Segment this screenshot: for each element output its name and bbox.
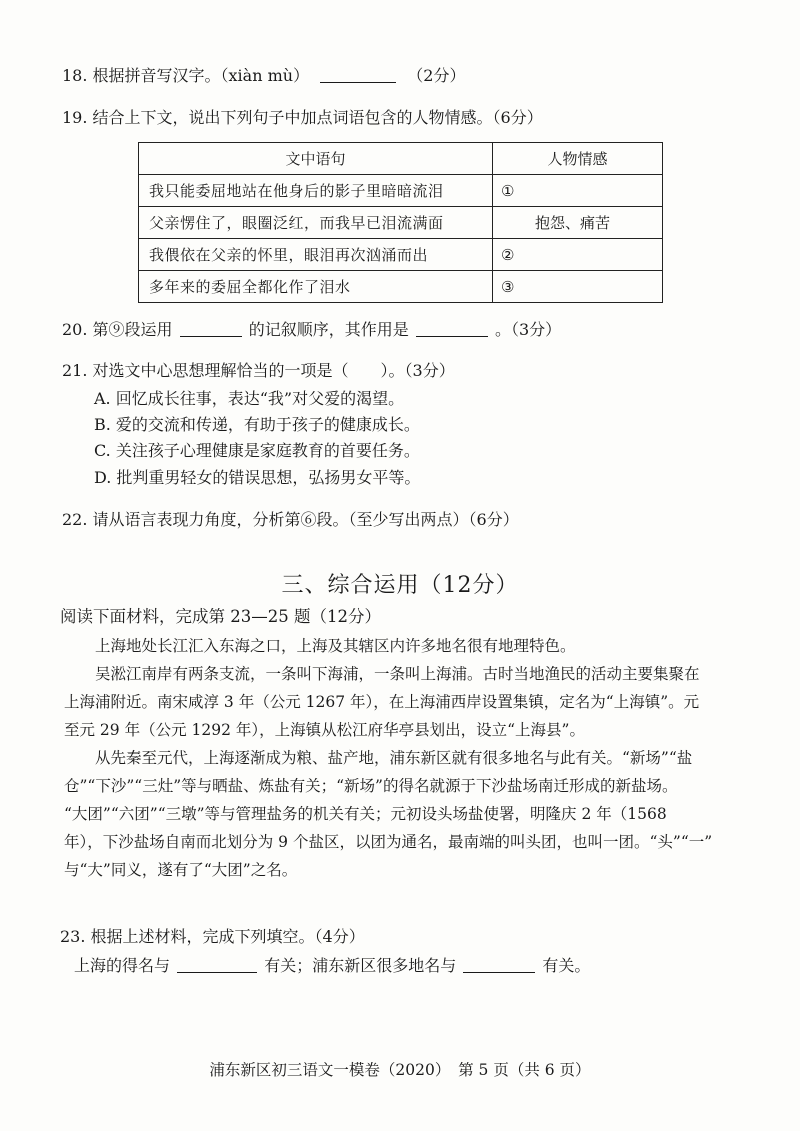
emotion-table [138, 142, 663, 303]
material-line: 仓”“下沙”“三灶”等与晒盐、炼盐有关；“新场”的得名就源于下沙盐场南迁形成的新盐场。 [64, 777, 678, 795]
table-header-row [139, 143, 663, 175]
material-line: 上海地处长江汇入东海之口，上海及其辖区内许多地名很有地理特色。 [64, 637, 576, 655]
sentence-cell: 我偎依在父亲的怀里，眼泪再次汹涌而出 [139, 239, 493, 271]
emotion-cell[interactable]: ① [493, 175, 663, 207]
table-row [139, 271, 663, 303]
material-line: 年），下沙盐场自南而北划分为 9 个盐区，以团为通名，最南端的叫头团，也叫一团。“头”“一” [64, 833, 713, 851]
material-line: 上海浦附近。南宋咸淳 3 年（公元 1267 年），在上海浦西岸设置集镇，定名为“上海镇”。元 [64, 693, 700, 711]
sentence-cell: 多年来的委屈全都化作了泪水 [139, 271, 493, 303]
question-23-part1: 上海的得名与 [74, 956, 171, 975]
question-19: 19. 结合上下文，说出下列句子中加点词语包含的人物情感。（6分） [62, 108, 543, 127]
question-20 [62, 320, 561, 340]
option-a[interactable]: A. 回忆成长往事，表达“我”对父爱的渴望。 [94, 389, 405, 408]
question-20-part3: 。（3分） [494, 320, 562, 339]
question-20-part1: 20. 第⑨段运用 [62, 320, 173, 339]
answer-blank-20a[interactable] [180, 320, 242, 337]
question-23-part2: 有关；浦东新区很多地名与 [264, 956, 457, 975]
material-line: 从先秦至元代，上海逐渐成为粮、盐产地，浦东新区就有很多地名与此有关。“新场”“盐 [64, 749, 693, 767]
question-18 [62, 66, 465, 86]
section-instruction: 阅读下面材料，完成第 23—25 题（12分） [60, 607, 381, 626]
table-header-emotion: 人物情感 [493, 143, 663, 175]
table-row [139, 239, 663, 271]
question-18-score: （2分） [407, 66, 466, 85]
emotion-cell: 抱怨、痛苦 [493, 207, 663, 239]
answer-blank-20b[interactable] [416, 320, 488, 337]
question-20-part2: 的记叙顺序，其作用是 [248, 320, 409, 339]
question-23-part3: 有关。 [542, 956, 591, 975]
question-23-fill [74, 956, 590, 976]
option-d[interactable]: D. 批判重男轻女的错误思想，弘扬男女平等。 [94, 468, 421, 487]
question-22: 22. 请从语言表现力角度，分析第⑥段。（至少写出两点）（6分） [62, 510, 519, 529]
option-b[interactable]: B. 爱的交流和传递，有助于孩子的健康成长。 [94, 415, 420, 434]
emotion-cell[interactable]: ② [493, 239, 663, 271]
section-title: 三、综合运用（12分） [281, 573, 519, 598]
page-footer: 浦东新区初三语文一模卷（2020） 第 5 页（共 6 页） [209, 1061, 591, 1079]
material-line: 与“大”同义，遂有了“大团”之名。 [64, 861, 298, 879]
sentence-cell: 父亲愣住了，眼圈泛红，而我早已泪流满面 [139, 207, 493, 239]
answer-blank-23b[interactable] [463, 956, 535, 973]
answer-blank-23a[interactable] [177, 956, 257, 973]
material-line: 吴淞江南岸有两条支流，一条叫下海浦，一条叫上海浦。古时当地渔民的活动主要集聚在 [64, 665, 700, 683]
question-23: 23. 根据上述材料，完成下列填空。（4分） [60, 927, 365, 946]
table-row [139, 207, 663, 239]
material-line: 至元 29 年（公元 1292 年），上海镇从松江府华亭县划出，设立“上海县”。 [64, 721, 585, 739]
answer-blank-18[interactable] [320, 66, 396, 83]
emotion-cell[interactable]: ③ [493, 271, 663, 303]
table-row [139, 175, 663, 207]
table-header-sentence: 文中语句 [139, 143, 493, 175]
question-21: 21. 对选文中心思想理解恰当的一项是（ ）。（3分） [62, 361, 455, 380]
material-line: “大团”“六团”“三墩”等与管理盐务的机关有关；元初设头场盐使署，明隆庆 2 年（1568 [64, 805, 667, 823]
option-c[interactable]: C. 关注孩子心理健康是家庭教育的首要任务。 [94, 441, 420, 460]
sentence-cell: 我只能委屈地站在他身后的影子里暗暗流泪 [139, 175, 493, 207]
question-18-text: 18. 根据拼音写汉字。（xiàn mù） [62, 66, 310, 85]
